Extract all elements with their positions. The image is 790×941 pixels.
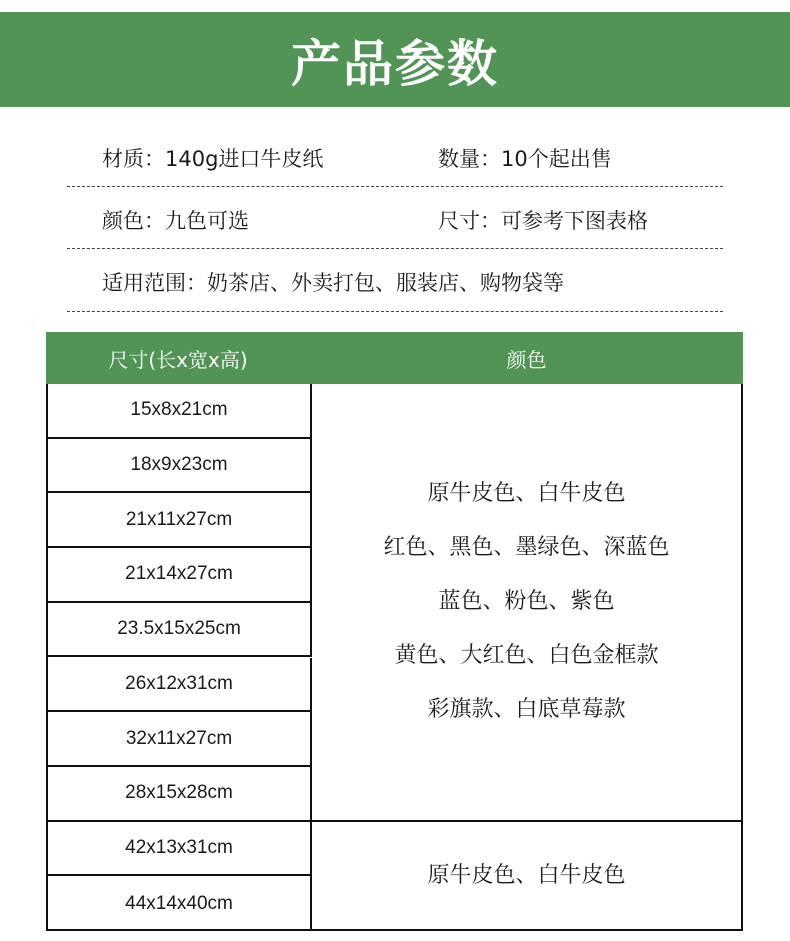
size-cell: 26x12x31cm [48, 658, 312, 713]
size-cell: 21x11x27cm [48, 493, 312, 548]
divider [67, 186, 723, 187]
divider [67, 248, 723, 249]
size-table [46, 384, 743, 931]
material-info: 材质：140g进口牛皮纸 [102, 147, 324, 171]
header-color: 颜色 [506, 347, 547, 372]
size-cell: 44x14x40cm [48, 876, 312, 931]
title-banner [0, 12, 790, 107]
color-line: 原牛皮色、白牛皮色 [427, 481, 626, 506]
size-info: 尺寸：可参考下图表格 [438, 209, 648, 233]
color-line: 彩旗款、白底草莓款 [427, 697, 626, 722]
size-cell: 15x8x21cm [48, 384, 312, 439]
color-line: 蓝色、粉色、紫色 [438, 589, 615, 614]
divider [67, 311, 723, 312]
color-line: 红色、黑色、墨绿色、深蓝色 [383, 535, 670, 560]
size-cell: 23.5x15x25cm [48, 603, 312, 658]
size-cell: 42x13x31cm [48, 822, 312, 877]
size-cell: 32x11x27cm [48, 712, 312, 767]
usage-info: 适用范围：奶茶店、外卖打包、服装店、购物袋等 [102, 271, 564, 295]
header-size: 尺寸(长x宽x高) [108, 347, 248, 372]
color-line: 原牛皮色、白牛皮色 [427, 862, 626, 888]
size-cell: 18x9x23cm [48, 439, 312, 494]
table-header [46, 332, 743, 384]
quantity-info: 数量：10个起出售 [438, 147, 612, 171]
size-cell: 28x15x28cm [48, 767, 312, 822]
size-cell: 21x14x27cm [48, 548, 312, 603]
page-title: 产品参数 [291, 34, 499, 93]
color-line: 黄色、大红色、白色金框款 [394, 643, 659, 668]
color-group-1 [312, 384, 741, 822]
color-info: 颜色：九色可选 [102, 209, 249, 233]
color-group-2 [312, 822, 741, 929]
